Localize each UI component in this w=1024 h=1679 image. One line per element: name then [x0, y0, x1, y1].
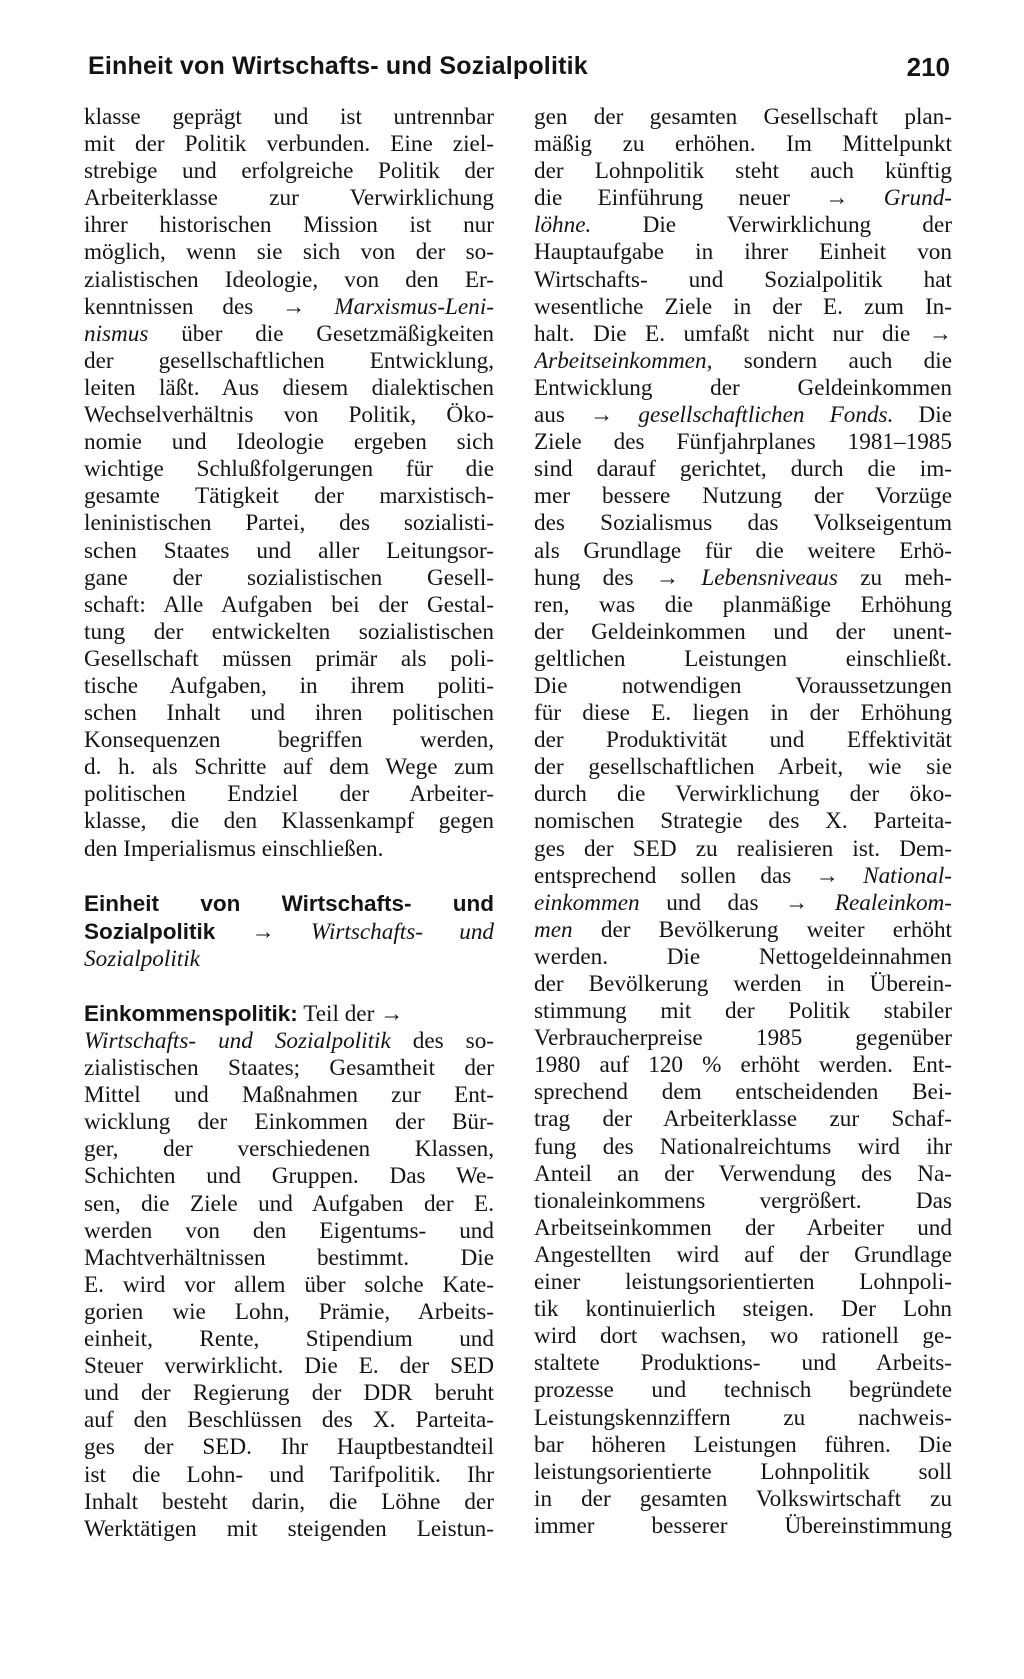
text-fragment: zu meh- [860, 564, 952, 591]
text-line: Arbeiterklasse zur Verwirklichung [84, 185, 494, 212]
text-line: für diese E. liegen in der Erhöhung [534, 700, 952, 727]
text-line: auf den Beschlüssen des X. Parteita- [84, 1407, 494, 1434]
text-line: den Imperialismus einschließen. [84, 835, 384, 862]
text-fragment: aus → [534, 402, 614, 429]
text-line: 1980 auf 120 % erhöht werden. Ent- [534, 1052, 952, 1079]
text-line-with-reference [84, 1028, 494, 1055]
right-column [534, 104, 952, 1540]
text-line: trag der Arbeiterklasse zur Schaf- [534, 1106, 952, 1133]
text-line: werden. Die Nettogeldeinnahmen [534, 943, 952, 970]
text-line-with-reference [534, 185, 952, 212]
text-line: tionaleinkommens vergrößert. Das [534, 1187, 952, 1214]
text-line: gen der gesamten Gesellschaft plan- [534, 104, 952, 130]
text-line: Angestellten wird auf der Grundlage [534, 1241, 952, 1268]
text-line: gorien wie Lohn, Prämie, Arbeits- [84, 1298, 494, 1325]
text-line: Konsequenzen begriffen werden, [84, 727, 494, 754]
cross-reference[interactable]: men [534, 916, 573, 943]
text-fragment: entsprechend sollen das → [534, 862, 839, 889]
text-line-with-reference [534, 863, 952, 890]
text-line: Steuer verwirklicht. Die E. der SED [84, 1353, 494, 1380]
text-line: tische Aufgaben, in ihrem politi- [84, 672, 494, 699]
text-line: des Sozialismus das Volkseigentum [534, 510, 952, 537]
text-line: Wechselverhältnis von Politik, Öko- [84, 402, 494, 429]
text-line: Werktätigen mit steigenden Leistun- [84, 1515, 494, 1542]
text-fragment: und das → [666, 889, 809, 916]
cross-reference[interactable]: Wirtschafts- und [310, 918, 494, 945]
text-line: fung des Nationalreichtums wird ihr [534, 1133, 952, 1160]
spacer [84, 973, 494, 1000]
entry-headword: Einkommenspolitik: [84, 1000, 298, 1026]
text-line: sprechend dem entscheidenden Bei- [534, 1079, 952, 1106]
text-line: Ziele des Fünfjahrplanes 1981–1985 [534, 429, 952, 456]
cross-reference[interactable]: löhne. [534, 212, 592, 239]
text-line: ren, was die planmäßige Erhöhung [534, 591, 952, 618]
text-line: sen, die Ziele und Aufgaben der E. [84, 1190, 494, 1217]
text-line: leninistischen Partei, des sozialisti- [84, 510, 494, 537]
text-fragment: die Einführung neuer → [534, 185, 849, 212]
text-line: zialistischen Staates; Gesamtheit der [84, 1055, 494, 1082]
text-line: strebige und erfolgreiche Politik der [84, 158, 494, 185]
text-line: ihrer historischen Mission ist nur [84, 212, 494, 239]
text-line: stimmung mit der Politik stabiler [534, 998, 952, 1025]
spacer [84, 863, 494, 890]
text-line: und der Regierung der DDR beruht [84, 1380, 494, 1407]
cross-reference[interactable]: Realeinkom- [834, 889, 952, 916]
text-line: zialistischen Ideologie, von den Er- [84, 266, 494, 293]
text-line: gesamte Tätigkeit der marxistisch- [84, 483, 494, 510]
text-line: werden von den Eigentums- und [84, 1217, 494, 1244]
text-line: nomie und Ideologie ergeben sich [84, 429, 494, 456]
text-line: gane der sozialistischen Gesell- [84, 564, 494, 591]
text-line: wesentliche Ziele in der E. zum In- [534, 293, 952, 320]
text-line: in der gesamten Volkswirtschaft zu [534, 1485, 952, 1512]
text-line: mäßig zu erhöhen. Im Mittelpunkt [534, 131, 952, 158]
text-line: Gesellschaft müssen primär als poli- [84, 645, 494, 672]
text-line: Mittel und Maßnahmen zur Ent- [84, 1082, 494, 1109]
text-line: politischen Endziel der Arbeiter- [84, 781, 494, 808]
text-line: schen Staates und aller Leitungsor- [84, 537, 494, 564]
running-title: Einheit von Wirtschafts- und Sozialpolitik [88, 52, 588, 80]
text-line: wird dort wachsen, wo rationell ge- [534, 1323, 952, 1350]
text-line: leiten läßt. Aus diesem dialektischen [84, 374, 494, 401]
text-fragment: Die Verwirklichung der [642, 212, 952, 239]
text-line: immer besserer Übereinstimmung [534, 1512, 952, 1539]
cross-reference[interactable]: einkommen [534, 889, 640, 916]
cross-reference[interactable]: nismus [84, 320, 149, 347]
text-line: als Grundlage für die weitere Erhö- [534, 537, 952, 564]
text-fragment: Teil der → [303, 1000, 404, 1027]
text-line: d. h. als Schritte auf dem Wege zum [84, 754, 494, 781]
text-line: ger, der verschiedenen Klassen, [84, 1136, 494, 1163]
page-header [88, 52, 950, 92]
text-line-with-reference [534, 917, 952, 944]
text-line: schaft: Alle Aufgaben bei der Gestal- [84, 591, 494, 618]
text-line: halt. Die E. umfaßt nicht nur die → [534, 320, 952, 347]
cross-reference[interactable]: Sozialpolitik [84, 945, 200, 972]
text-line: einer leistungsorientierten Lohnpoli- [534, 1269, 952, 1296]
text-fragment: Die [918, 402, 952, 429]
text-line: Arbeitseinkommen der Arbeiter und [534, 1214, 952, 1241]
text-line-with-reference [534, 212, 952, 239]
cross-reference[interactable]: gesellschaftlichen Fonds. [638, 402, 894, 429]
text-line: ges der SED. Ihr Hauptbestandteil [84, 1434, 494, 1461]
text-line: möglich, wenn sie sich von der so- [84, 239, 494, 266]
text-line: der Geldeinkommen und der unent- [534, 618, 952, 645]
text-line: Schichten und Gruppen. Das We- [84, 1163, 494, 1190]
text-fragment: sondern auch die [743, 347, 952, 374]
text-fragment: des so- [412, 1028, 494, 1054]
cross-reference[interactable]: Arbeitseinkommen, [534, 347, 713, 374]
page-number: 210 [906, 52, 950, 82]
text-line: Machtverhältnissen bestimmt. Die [84, 1244, 494, 1271]
text-line: staltete Produktions- und Arbeits- [534, 1350, 952, 1377]
text-line: Die notwendigen Voraussetzungen [534, 672, 952, 699]
text-line: der gesellschaftlichen Entwicklung, [84, 347, 494, 374]
text-line-with-reference [534, 348, 952, 375]
text-line: schen Inhalt und ihren politischen [84, 700, 494, 727]
text-line: prozesse und technisch begründete [534, 1377, 952, 1404]
cross-reference[interactable]: National- [863, 862, 952, 889]
text-line: klasse, die den Klassenkampf gegen [84, 808, 494, 835]
text-line: geltlichen Leistungen einschließt. [534, 645, 952, 672]
text-line: bar höheren Leistungen führen. Die [534, 1431, 952, 1458]
entry-headword: Einheit von Wirtschafts- und [84, 890, 494, 916]
text-line: nomischen Strategie des X. Parteita- [534, 808, 952, 835]
left-column [84, 104, 494, 1543]
entry-heading-line [84, 918, 494, 946]
cross-reference[interactable]: Lebensniveaus [701, 564, 838, 591]
text-line: mit der Politik verbunden. Eine ziel- [84, 131, 494, 158]
text-line: wicklung der Einkommen der Bür- [84, 1109, 494, 1136]
entry-heading-line [84, 890, 494, 918]
text-line: klasse geprägt und ist untrennbar [84, 104, 494, 130]
text-line: E. wird vor allem über solche Kate- [84, 1271, 494, 1298]
entry-einheit-von-wirtschafts-und-sozialpolitik [84, 890, 494, 973]
text-line-with-reference [534, 890, 952, 917]
text-line-with-reference [534, 402, 952, 429]
text-line: der Produktivität und Effektivität [534, 727, 952, 754]
text-line: Wirtschafts- und Sozialpolitik hat [534, 266, 952, 293]
text-line: der Bevölkerung werden in Überein- [534, 971, 952, 997]
text-line: Entwicklung der Geldeinkommen [534, 374, 952, 401]
text-line-with-reference: kenntnissen des → Marxismus-Leni- [84, 293, 494, 320]
text-line: leistungsorientierte Lohnpolitik soll [534, 1458, 952, 1485]
entry-headword: Sozialpolitik [84, 918, 216, 944]
cross-reference[interactable]: Wirtschafts- und Sozialpolitik [84, 1028, 391, 1054]
text-line-with-reference: nismus über die Gesetzmäßigkeiten [84, 320, 494, 347]
text-fragment: der Bevölkerung weiter erhöht [600, 916, 952, 943]
text-line: Anteil an der Verwendung des Na- [534, 1160, 952, 1187]
text-line: Leistungskennziffern zu nachweis- [534, 1404, 952, 1431]
text-line: tik kontinuierlich steigen. Der Lohn [534, 1296, 952, 1323]
text-line: Verbraucherpreise 1985 gegenüber [534, 1025, 952, 1052]
text-line: durch die Verwirklichung der öko- [534, 781, 952, 808]
text-line [84, 946, 494, 973]
cross-reference[interactable]: Grund- [883, 185, 952, 212]
text-line: sind darauf gerichtet, durch die im- [534, 456, 952, 483]
text-line: der Lohnpolitik steht auch künftig [534, 158, 952, 185]
text-line: Hauptaufgabe in ihrer Einheit von [534, 239, 952, 266]
text-line: der gesellschaftlichen Arbeit, wie sie [534, 754, 952, 781]
paragraph-continuation [84, 104, 494, 863]
text-line: wichtige Schlußfolgerungen für die [84, 456, 494, 483]
text-line: einheit, Rente, Stipendium und [84, 1326, 494, 1353]
entry-heading-line [84, 1000, 494, 1028]
text-line-with-reference [534, 565, 952, 592]
text-line: mer bessere Nutzung der Vorzüge [534, 483, 952, 510]
cross-reference[interactable]: Marxismus-Leni- [334, 293, 494, 320]
text-line: tung der entwickelten sozialistischen [84, 618, 494, 645]
text-fragment: hung des → [534, 564, 680, 591]
arrow-icon: → [251, 918, 275, 945]
text-line: ges der SED zu realisieren ist. Dem- [534, 835, 952, 862]
text-line: ist die Lohn- und Tarifpolitik. Ihr [84, 1461, 494, 1488]
text-line: Inhalt besteht darin, die Löhne der [84, 1488, 494, 1515]
entry-einkommenspolitik [84, 1000, 494, 1543]
